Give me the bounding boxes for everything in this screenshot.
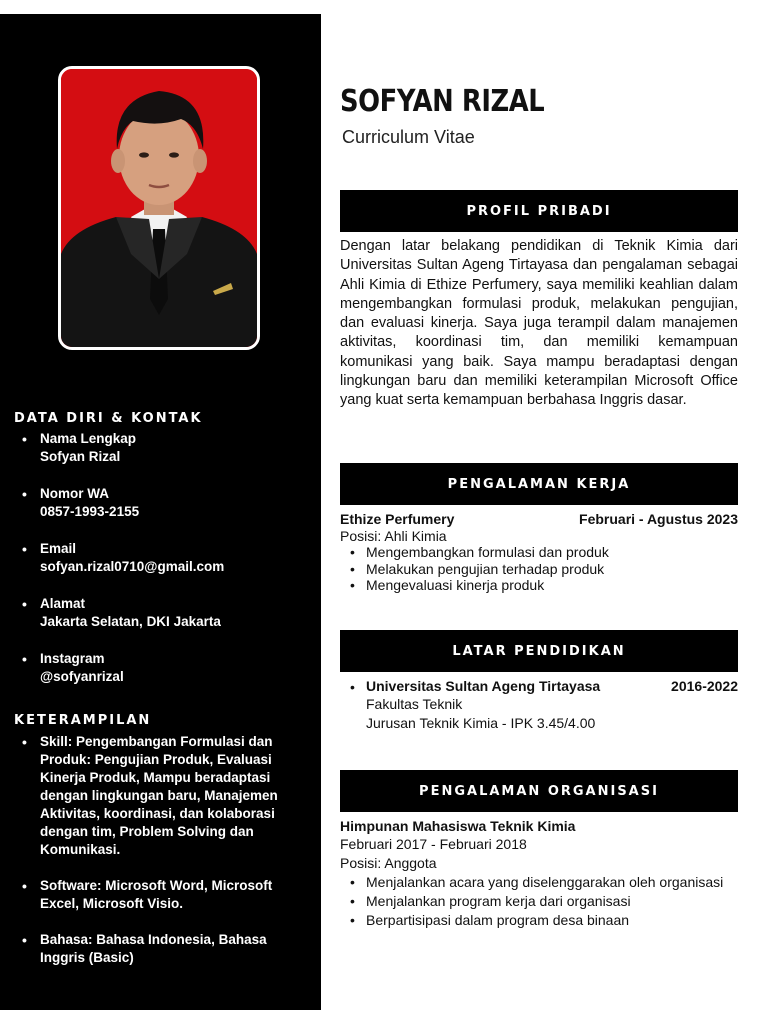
contact-list xyxy=(22,430,307,705)
major: Jurusan Teknik Kimia - IPK 3.45/4.00 xyxy=(366,715,596,731)
list-item: • Menjalankan acara yang diselenggarakan oleh organisasi xyxy=(340,873,738,892)
organization-position: Posisi: Anggota xyxy=(340,854,437,871)
contact-value: 0857-1993-2155 xyxy=(40,504,140,519)
skills-list xyxy=(22,733,307,985)
school-name: • Universitas Sultan Ageng Tirtayasa xyxy=(366,678,601,694)
contact-value: Sofyan Rizal xyxy=(40,449,121,464)
work-period: Februari - Agustus 2023 xyxy=(579,511,738,527)
list-item: • Menjalankan program kerja dari organisasi xyxy=(340,892,738,911)
contact-heading: DATA DIRI & KONTAK xyxy=(14,411,203,426)
sidebar xyxy=(0,14,321,1010)
organization-entry xyxy=(340,818,738,930)
language-item: • Bahasa: Bahasa Indonesia, Bahasa Inggris (Basic) xyxy=(22,931,307,967)
contact-label: • Email xyxy=(40,541,77,556)
profile-photo xyxy=(58,66,260,350)
organization-name: Himpunan Mahasiswa Teknik Kimia xyxy=(340,818,576,834)
profile-section-header: PROFIL PRIBADI xyxy=(340,190,738,232)
contact-label: • Alamat xyxy=(40,596,86,611)
faculty: Fakultas Teknik xyxy=(366,695,463,712)
education-entry xyxy=(340,678,738,734)
work-row xyxy=(340,511,738,528)
organization-row xyxy=(340,818,738,835)
contact-value: sofyan.rizal0710@gmail.com xyxy=(40,559,225,574)
document-subtitle: Curriculum Vitae xyxy=(342,127,475,147)
organization-section-header: PENGALAMAN ORGANISASI xyxy=(340,770,738,812)
list-item xyxy=(340,678,738,734)
profile-summary: Dengan latar belakang pendidikan di Teknik Kimia dari Universitas Sultan Ageng Tirtayasa dan pengalaman sebagai Ahli Kimia di Ethize Perfumery, saya memiliki keahlian dalam mengembangkan formulasi produk, melakukan pengujian, dan evaluasi kinerja. Saya juga terampil dalam manajemen aktivitas, koordinasi tim, dan memiliki kemampuan komunikasi yang baik. Saya mampu beradaptasi dengan lingkungan baru dan memiliki keterampilan Microsoft Office yang kuat serta kemampuan berbahasa Inggris dasar. xyxy=(340,238,738,409)
organization-task-list xyxy=(340,873,738,930)
full-name: SOFYAN RIZAL xyxy=(340,84,545,119)
contact-value: Jakarta Selatan, DKI Jakarta xyxy=(40,614,221,629)
education-row xyxy=(366,678,738,695)
skill-item: • Skill: Pengembangan Formulasi dan Produk: Pengujian Produk, Evaluasi Kinerja Produk, Mampu beradaptasi dengan lingkungan baru, Manajemen Aktivitas, koordinasi, dan kolaborasi dengan tim, Problem Solving dan Komunikasi. xyxy=(22,733,307,859)
list-item: • Mengembangkan formulasi dan produk xyxy=(340,544,738,561)
list-item: • Mengevaluasi kinerja produk xyxy=(340,577,738,594)
work-task-list xyxy=(340,544,738,594)
list-item: • Berpartisipasi dalam program desa binaan xyxy=(340,911,738,930)
contact-label: • Instagram xyxy=(40,651,105,666)
contact-value: @sofyanrizal xyxy=(40,669,124,684)
education-years: 2016-2022 xyxy=(671,678,738,694)
organization-period: Februari 2017 - Februari 2018 xyxy=(340,835,527,852)
contact-label: • Nama Lengkap xyxy=(40,431,137,446)
contact-item-name xyxy=(22,430,307,466)
work-position: Posisi: Ahli Kimia xyxy=(340,527,447,544)
contact-item-phone xyxy=(22,485,307,521)
person-portrait-icon xyxy=(61,69,257,347)
education-list xyxy=(340,678,738,734)
company-name: Ethize Perfumery xyxy=(340,511,455,527)
education-section-header: LATAR PENDIDIKAN xyxy=(340,630,738,672)
contact-item-instagram xyxy=(22,650,307,686)
work-entry xyxy=(340,511,738,594)
software-item: • Software: Microsoft Word, Microsoft Excel, Microsoft Visio. xyxy=(22,877,307,913)
contact-item-address xyxy=(22,595,307,631)
contact-item-email xyxy=(22,540,307,576)
contact-label: • Nomor WA xyxy=(40,486,109,501)
work-section-header: PENGALAMAN KERJA xyxy=(340,463,738,505)
list-item: • Melakukan pengujian terhadap produk xyxy=(340,561,738,578)
skills-heading: KETERAMPILAN xyxy=(14,713,152,728)
